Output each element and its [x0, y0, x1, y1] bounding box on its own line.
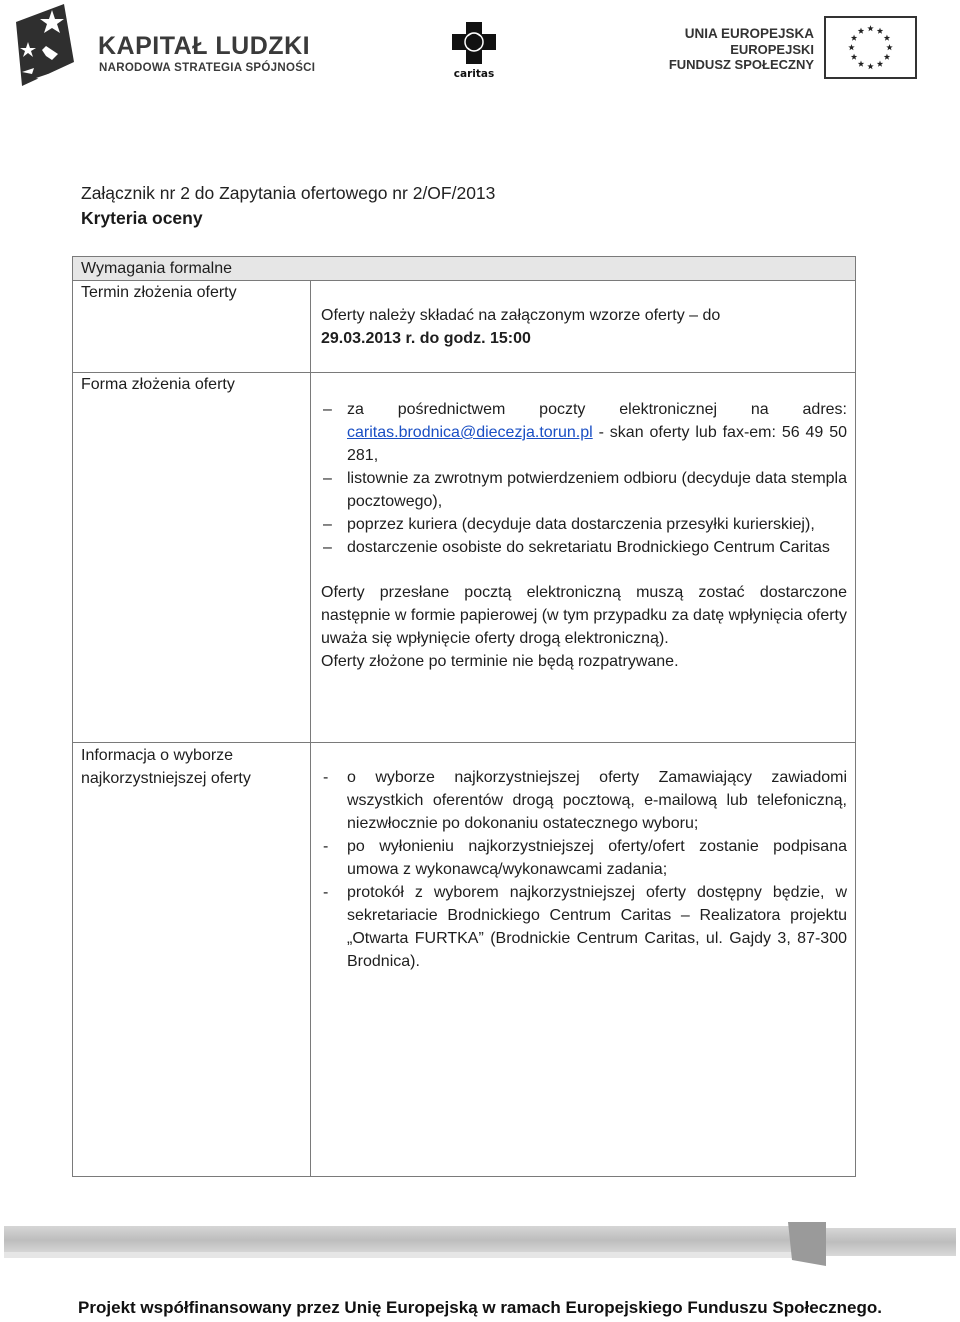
column-divider — [310, 281, 311, 1176]
list-item-text: za pośrednictwem poczty elektronicznej na adres: — [347, 401, 847, 418]
row-label-informacja: Informacja o wyborze najkorzystniejszej oferty — [81, 747, 251, 787]
row-divider — [73, 742, 855, 743]
list-item-text: o wyborze najkorzystniejszej oferty Zamawiający zawiadomi wszystkich oferentów drogą pocztową, e-mailową lub telefoniczną, niezwłocznie po dokonaniu ostatecznego wyboru; — [347, 769, 847, 832]
forma-list — [321, 398, 847, 559]
eu-star-icon — [851, 54, 857, 60]
eu-star-icon — [867, 25, 873, 31]
footer-decoration — [0, 1222, 960, 1272]
eu-logo — [668, 16, 920, 82]
informacja-list — [321, 766, 847, 973]
list-marker: - — [323, 884, 329, 901]
row-content-termin — [321, 304, 847, 350]
termin-text: Oferty należy składać na załączonym wzorze oferty – do — [321, 307, 721, 324]
list-marker: - — [323, 769, 329, 786]
forma-note-email: Oferty przesłane pocztą elektroniczną muszą zostać dostarczone następnie w formie papierowej (w tym przypadku za datę wpłynięcia oferty uważa się wpłynięcie oferty drogą elektroniczną). — [321, 584, 847, 647]
list-item-text: - skan oferty lub fax-em: 56 49 50 281, — [347, 424, 847, 464]
list-marker: – — [323, 401, 332, 418]
list-item-text: dostarczenie osobiste do sekretariatu Brodnickiego Centrum Caritas — [347, 539, 830, 556]
kapital-ludzki-logo — [12, 2, 316, 94]
list-item — [321, 766, 847, 835]
list-item — [321, 881, 847, 973]
list-item — [321, 835, 847, 881]
footer-text: Projekt współfinansowany przez Unię Europejską w ramach Europejskiego Funduszu Społecznego. — [78, 1298, 882, 1317]
eu-star-icon — [858, 28, 864, 34]
list-item — [321, 398, 847, 467]
list-marker: - — [323, 838, 329, 855]
list-item — [321, 536, 847, 559]
list-item-text: protokół z wyborem najkorzystniejszej oferty dostępny będzie, w sekretariacie Brodnickiego Centrum Caritas – Realizatora projektu „Otwarta FURTKA” (Brodnickie Centrum Caritas, ul. Gajdy 3, 87-300 Brodnica). — [347, 884, 847, 970]
list-marker: – — [323, 470, 332, 487]
eu-star-icon — [848, 44, 854, 50]
kapital-ludzki-title: KAPITAŁ LUDZKI — [98, 32, 311, 60]
list-item — [321, 467, 847, 513]
eu-star-icon — [858, 61, 864, 67]
caritas-logo — [448, 20, 500, 80]
email-link[interactable]: caritas.brodnica@diecezja.torun.pl — [347, 424, 593, 441]
row-label-termin: Termin złożenia oferty — [81, 284, 237, 301]
eu-star-icon — [877, 61, 883, 67]
row-content-informacja — [321, 766, 847, 973]
table-header-label: Wymagania formalne — [81, 260, 233, 277]
list-item-text: listownie za zwrotnym potwierdzeniem odbioru (decyduje data stempla pocztowego), — [347, 470, 847, 510]
list-item — [321, 513, 847, 536]
eu-star-icon — [877, 28, 883, 34]
list-marker: – — [323, 539, 332, 556]
document-subtitle: Kryteria oceny — [81, 208, 203, 228]
forma-note-late: Oferty złożone po terminie nie będą rozpatrywane. — [321, 653, 679, 670]
eu-star-icon — [851, 35, 857, 41]
eu-star-icon — [867, 63, 873, 69]
caritas-label: caritas — [453, 68, 495, 80]
eu-line-3: FUNDUSZ SPOŁECZNY — [668, 57, 814, 72]
list-marker: – — [323, 516, 332, 533]
list-item-text: po wyłonieniu najkorzystniejszej oferty/ofert zostanie podpisana umowa z wykonawcą/wykonawcami zadania; — [347, 838, 847, 878]
row-label-forma: Forma złożenia oferty — [81, 376, 235, 393]
list-item-text: poprzez kuriera (decyduje data dostarczenia przesyłki kurierskiej), — [347, 516, 815, 533]
caritas-cross-icon — [448, 20, 500, 66]
kapital-ludzki-emblem-icon — [12, 2, 92, 94]
kapital-ludzki-subtitle: NARODOWA STRATEGIA SPÓJNOŚCI — [99, 62, 316, 74]
eu-star-icon — [884, 54, 890, 60]
eu-line-2: EUROPEJSKI — [730, 42, 814, 57]
document-title: Załącznik nr 2 do Zapytania ofertowego nr 2/OF/2013 — [81, 183, 496, 203]
eu-line-1: UNIA EUROPEJSKA — [684, 26, 814, 41]
eu-flag-icon — [824, 16, 917, 79]
eu-star-icon — [884, 35, 890, 41]
termin-deadline: 29.03.2013 r. do godz. 15:00 — [321, 330, 531, 347]
row-content-forma — [321, 398, 847, 673]
eu-star-icon — [886, 44, 892, 50]
criteria-table — [72, 256, 856, 1177]
table-header — [73, 257, 855, 281]
